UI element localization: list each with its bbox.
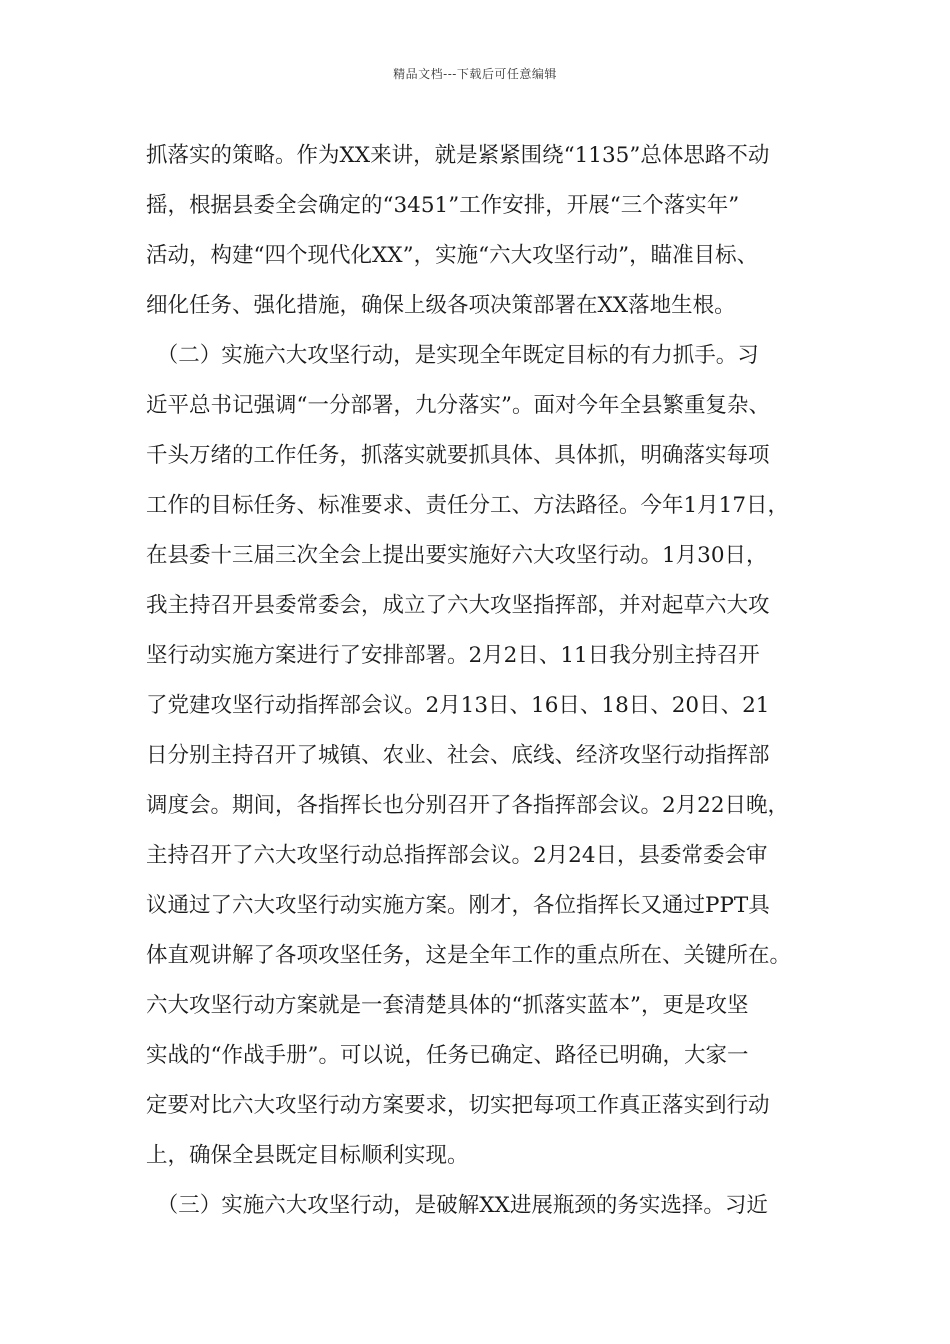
page-header: 精品文档---下载后可任意编辑 <box>393 67 557 81</box>
text-line: 调度会。期间，各指挥长也分别召开了各指挥部会议。2月22日晚， <box>146 793 790 818</box>
text-line: 议通过了六大攻坚行动实施方案。刚才，各位指挥长又通过PPT具 <box>146 893 770 918</box>
text-line: 体直观讲解了各项攻坚任务，这是全年工作的重点所在、关键所在。 <box>146 943 792 968</box>
text-line: 上，确保全县既定目标顺利实现。 <box>146 1143 469 1168</box>
text-line: 日分别主持召开了城镇、农业、社会、底线、经济攻坚行动指挥部 <box>146 743 770 768</box>
text-line: 活动，构建“四个现代化XX”，实施“六大攻坚行动”，瞄准目标、 <box>146 243 759 268</box>
document-body <box>146 131 826 1231</box>
text-line: 定要对比六大攻坚行动方案要求，切实把每项工作真正落实到行动 <box>146 1093 770 1118</box>
text-line: 六大攻坚行动方案就是一套清楚具体的“抓落实蓝本”，更是攻坚 <box>146 993 749 1018</box>
text-line: 在县委十三届三次全会上提出要实施好六大攻坚行动。1月30日， <box>146 543 768 568</box>
text-line: 坚行动实施方案进行了安排部署。2月2日、11日我分别主持召开 <box>146 643 760 668</box>
text-line: 摇，根据县委全会确定的“3451”工作安排，开展“三个落实年” <box>146 193 740 218</box>
text-line: 实战的“作战手册”。可以说，任务已确定、路径已明确，大家一 <box>146 1043 749 1068</box>
text-line: 千头万绪的工作任务，抓落实就要抓具体、具体抓，明确落实每项 <box>146 443 770 468</box>
text-line: 了党建攻坚行动指挥部会议。2月13日、16日、18日、20日、21 <box>146 693 770 718</box>
text-line: 抓落实的策略。作为XX来讲，就是紧紧围绕“1135”总体思路不动 <box>146 143 770 168</box>
paragraph-start-line: （三）实施六大攻坚行动，是破解XX进展瓶颈的务实选择。习近 <box>146 1193 768 1218</box>
paragraph-start-line: （二）实施六大攻坚行动，是实现全年既定目标的有力抓手。习 <box>146 343 759 368</box>
text-line: 主持召开了六大攻坚行动总指挥部会议。2月24日，县委常委会审 <box>146 843 768 868</box>
text-line: 我主持召开县委常委会，成立了六大攻坚指挥部，并对起草六大攻 <box>146 593 770 618</box>
text-line: 近平总书记强调“一分部署，九分落实”。面对今年全县繁重复杂、 <box>146 393 770 418</box>
text-line: 细化任务、强化措施，确保上级各项决策部署在XX落地生根。 <box>146 293 736 318</box>
text-line: 工作的目标任务、标准要求、责任分工、方法路径。今年1月17日， <box>146 493 790 518</box>
